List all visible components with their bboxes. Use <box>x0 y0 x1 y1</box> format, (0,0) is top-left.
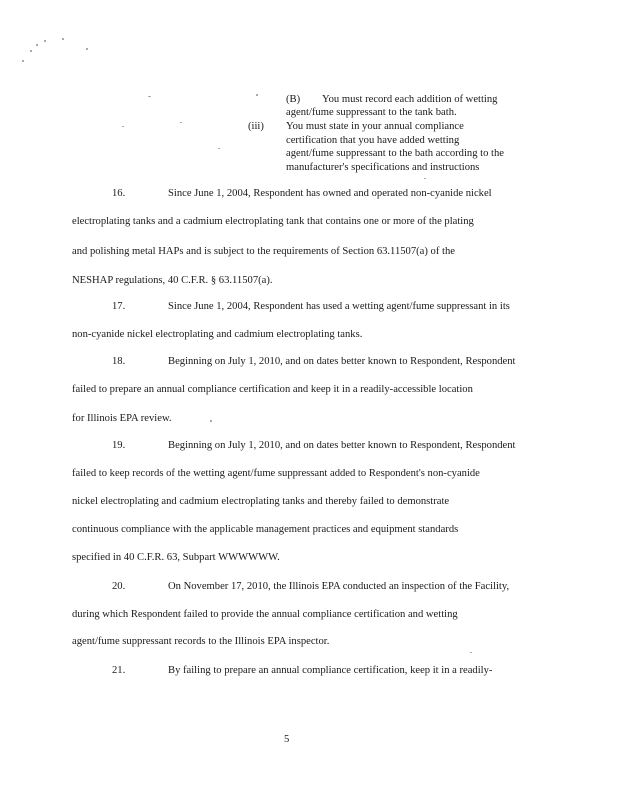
paragraph-number: 19. <box>112 440 126 451</box>
subitem-iii-text <box>286 120 504 174</box>
scan-speckle <box>470 652 472 653</box>
paragraph-16-line: and polishing metal HAPs and is subject to the requirements of Section 63.11507(a) of the <box>72 246 455 257</box>
paragraph-16-line: NESHAP regulations, 40 C.F.R. § 63.11507(a). <box>72 275 273 286</box>
subitem-iii-line: agent/fume suppressant to the bath according to the <box>286 148 504 160</box>
scan-speckle <box>180 122 182 123</box>
paragraph-18-line: for Illinois EPA review. <box>72 413 172 424</box>
scan-speckle <box>22 60 24 62</box>
paragraph-19-line: specified in 40 C.F.R. 63, Subpart WWWWWW. <box>72 552 280 563</box>
paragraph-19-line: 19. Beginning on July 1, 2010, and on dates better known to Respondent, Respondent <box>72 439 516 453</box>
subitem-b-line: agent/fume suppressant to the tank bath. <box>286 107 457 118</box>
paragraph-19-line: nickel electroplating and cadmium electroplating tanks and thereby failed to demonstrate <box>72 496 450 507</box>
paragraph-number: 21. <box>112 665 126 676</box>
paragraph-21-line: 21. By failing to prepare an annual compliance certification, keep it in a readily- <box>72 664 492 678</box>
paragraph-20-line: 20. On November 17, 2010, the Illinois EPA conducted an inspection of the Facility, <box>72 580 509 594</box>
scan-speckle <box>122 126 124 127</box>
paragraph-18-line: failed to prepare an annual compliance certification and keep it in a readily-accessible location <box>72 384 473 395</box>
subitem-b-marker: (B) <box>286 94 301 105</box>
paragraph-number: 18. <box>112 356 126 367</box>
paragraph-19-line: continuous compliance with the applicable management practices and equipment standards <box>72 524 459 535</box>
paragraph-number: 20. <box>112 581 126 592</box>
subitem-iii-line: You must state in your annual compliance <box>286 121 464 132</box>
scan-speckle <box>210 420 212 422</box>
scan-speckle <box>218 148 220 149</box>
paragraph-16-line: 16. Since June 1, 2004, Respondent has owned and operated non-cyanide nickel <box>72 187 492 201</box>
scan-speckle <box>30 50 32 52</box>
scan-speckle <box>62 38 64 40</box>
paragraph-16-line: electroplating tanks and a cadmium electroplating tank that contains one or more of the plating <box>72 216 474 227</box>
paragraph-17-line: non-cyanide nickel electroplating and cadmium electroplating tanks. <box>72 329 363 340</box>
paragraph-number: 16. <box>112 188 126 199</box>
subitem-iii-marker: (iii) <box>248 121 264 132</box>
scan-speckle <box>44 40 46 42</box>
scan-speckle <box>148 96 151 97</box>
paragraph-19-line: failed to keep records of the wetting agent/fume suppressant added to Respondent's non-cyanide <box>72 468 480 479</box>
paragraph-number: 17. <box>112 301 126 312</box>
scan-speckle <box>86 48 88 50</box>
paragraph-17-line: 17. Since June 1, 2004, Respondent has used a wetting agent/fume suppressant in its <box>72 300 510 314</box>
subitem-iii-line: manufacturer's specifications and instructions <box>286 161 480 173</box>
paragraph-20-line: during which Respondent failed to provide the annual compliance certification and wetting <box>72 609 458 620</box>
subitem-iii-line: certification that you have added wetting <box>286 134 460 146</box>
paragraph-20-line: agent/fume suppressant records to the Illinois EPA inspector. <box>72 636 330 647</box>
page-number: 5 <box>284 734 290 745</box>
scan-speckle <box>256 94 258 96</box>
subitem-b-line: You must record each addition of wetting <box>322 94 498 105</box>
subitem-b-text <box>322 93 497 107</box>
scan-speckle <box>424 178 426 179</box>
scan-speckle <box>36 44 38 46</box>
subitem-b-text-cont <box>286 106 457 120</box>
paragraph-18-line: 18. Beginning on July 1, 2010, and on dates better known to Respondent, Respondent <box>72 355 516 369</box>
